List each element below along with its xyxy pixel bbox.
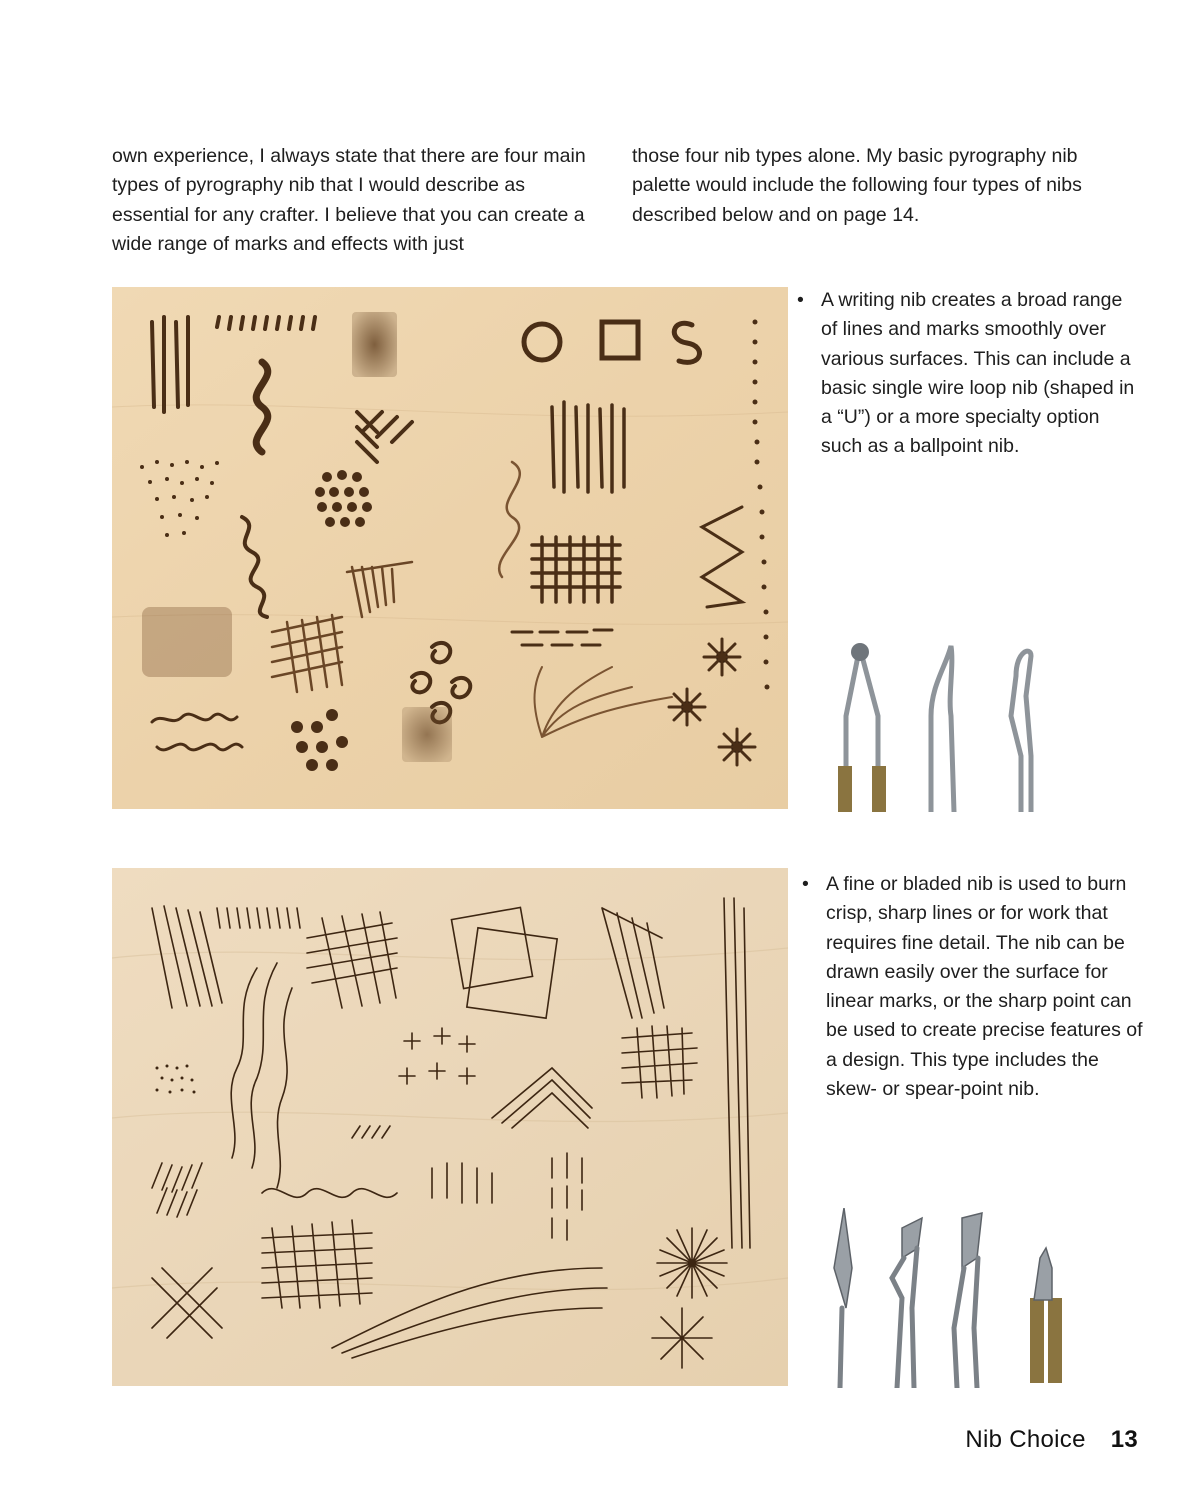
intro-text-left: own experience, I always state that there are four main types of pyrography nib that I would describe as essential for any crafter. I believe that you can create a wide range of marks and effects with just — [112, 145, 586, 255]
bullet-marker: • — [802, 873, 809, 895]
page-number: 13 — [1110, 1426, 1138, 1453]
writing-nib-photo — [826, 636, 1056, 812]
fine-nib-photo — [822, 1208, 1072, 1388]
writing-nib-sample-board — [112, 287, 788, 809]
intro-text-right: those four nib types alone. My basic pyrography nib palette would include the following four types of nibs described below and on page 14. — [632, 145, 1082, 226]
fine-nib-sample-board — [112, 868, 788, 1386]
fine-nib-marks — [112, 868, 788, 1386]
bullet-writing-nib — [797, 286, 1141, 462]
bullet-fine-nib-text: A fine or bladed nib is used to burn crisp, sharp lines or for work that requires fine detail. The nib can be drawn easily over the surface for linear marks, or the sharp point can be used to create precise features of a design. This type includes the skew- or spear-point nib. — [826, 873, 1143, 1101]
bullet-writing-nib-text: A writing nib creates a broad range of lines and marks smoothly over various surfaces. This can include a basic single wire loop nib (shaped in a “U”) or a more specialty option such as a ballpoint nib. — [821, 289, 1135, 458]
page-footer — [965, 1426, 1138, 1454]
bullet-fine-nib — [802, 870, 1146, 1104]
writing-nib-marks — [112, 287, 788, 809]
footer-section-title: Nib Choice — [965, 1426, 1086, 1453]
bullet-marker: • — [797, 289, 804, 311]
